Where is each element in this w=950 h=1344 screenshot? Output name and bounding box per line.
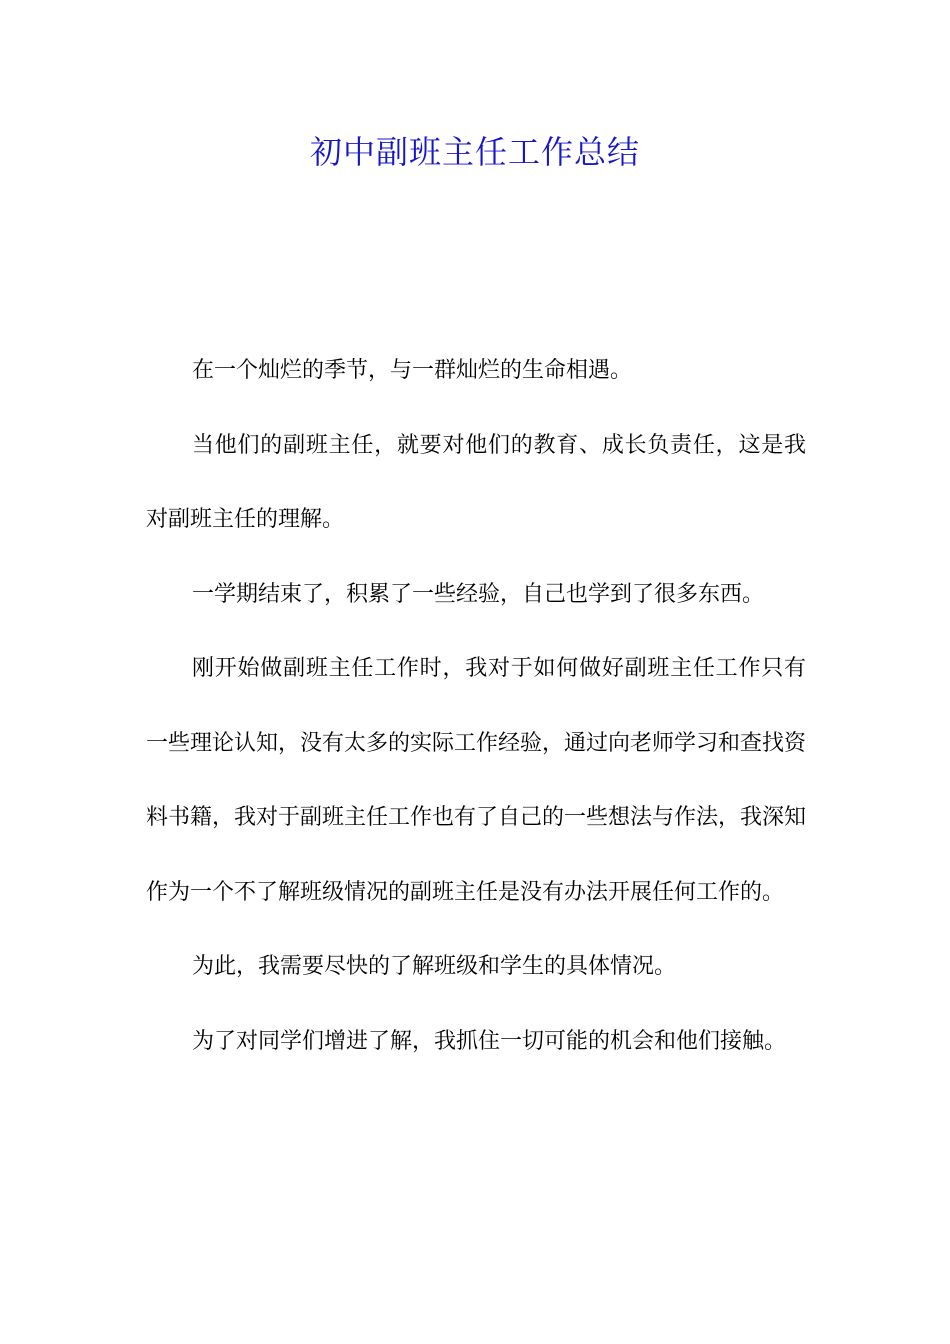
document-body: [146, 334, 806, 1079]
paragraph: 为了对同学们增进了解，我抓住一切可能的机会和他们接触。: [192, 1028, 787, 1054]
paragraph: 当他们的副班主任，就要对他们的教育、成长负责任，这是我对副班主任的理解。: [146, 432, 806, 532]
paragraph: 一学期结束了，积累了一些经验，自己也学到了很多东西。: [192, 581, 765, 607]
paragraph: 为此，我需要尽快的了解班级和学生的具体情况。: [192, 954, 677, 979]
paragraph: 刚开始做副班主任工作时，我对于如何做好副班主任工作只有一些理论认知，没有太多的实际工作经验，通过向老师学习和查找资料书籍，我对于副班主任工作也有了自己的一些想法与作法，我深知作为一个不了解班级情况的副班主任是没有办法开展任何工作的。: [146, 656, 807, 905]
paragraph: 在一个灿烂的季节，与一群灿烂的生命相遇。: [192, 358, 633, 383]
document-title: 初中副班主任工作总结: [309, 133, 640, 171]
